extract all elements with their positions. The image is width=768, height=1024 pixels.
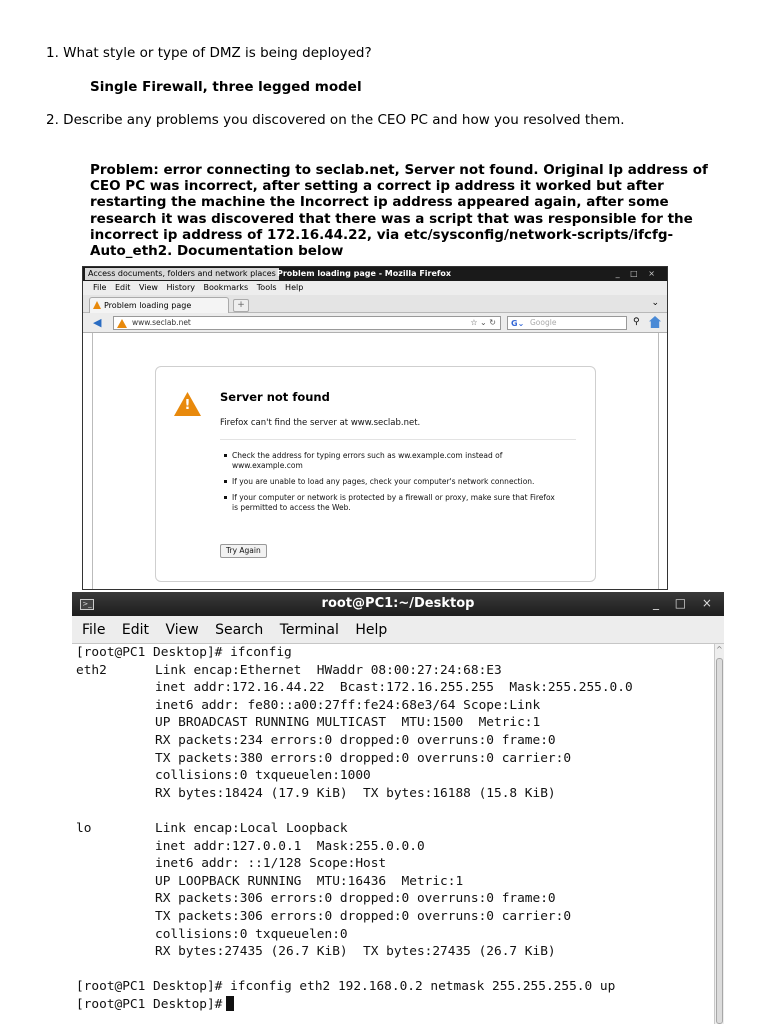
menu-view[interactable]: View (165, 622, 199, 638)
reload-icon[interactable]: ☆ ⌄ ↻ (470, 318, 496, 327)
answer-2-line: Auto_eth2. Documentation below (90, 243, 344, 260)
home-icon[interactable] (649, 316, 661, 328)
terminal-title: root@PC1:~/Desktop (321, 596, 475, 611)
warning-icon (117, 319, 127, 328)
binoculars-icon[interactable]: ⚲ (633, 317, 640, 327)
output-text: TX packets:306 errors:0 dropped:0 overruns:0 carrier:0 (155, 909, 572, 924)
output-text: inet addr:127.0.0.1 Mask:255.0.0.0 (155, 838, 425, 854)
terminal-line (76, 996, 234, 1014)
chevron-down-icon[interactable]: ⌄ (651, 298, 659, 308)
warning-icon (93, 301, 101, 309)
terminal-output[interactable] (72, 644, 714, 1024)
output-text: inet6 addr: ::1/128 Scope:Host (155, 856, 387, 872)
list-item: If your computer or network is protected by a firewall or proxy, make sure that Firefox is permitted to access the Web. (232, 493, 562, 513)
terminal-menubar (72, 616, 724, 644)
command-line: [root@PC1 Desktop]# (76, 997, 223, 1012)
error-title: Server not found (220, 390, 330, 404)
output-text: collisions:0 txqueuelen:1000 (155, 768, 371, 784)
question-2: 2. Describe any problems you discovered on the CEO PC and how you resolved them. (46, 112, 625, 128)
menu-edit[interactable]: Edit (121, 622, 150, 638)
list-item: Check the address for typing errors such as ww.example.com instead of www.example.com (232, 451, 562, 471)
output-text: UP LOOPBACK RUNNING MTU:16436 Metric:1 (155, 873, 464, 889)
menu-history[interactable]: History (166, 283, 195, 292)
list-item: If you are unable to load any pages, check your computer's network connection. (232, 477, 562, 487)
firefox-window-title: Problem loading page - Mozilla Firefox (277, 269, 452, 278)
desktop-top-panel (83, 267, 667, 281)
scroll-up-icon[interactable]: ^ (716, 645, 723, 654)
output-text: collisions:0 txqueuelen:0 (155, 926, 348, 942)
tab-problem-loading[interactable] (89, 297, 229, 313)
places-menu-button[interactable]: Access documents, folders and network places (85, 268, 279, 280)
answer-2-line: restarting the machine the Incorrect ip address appeared again, after some (90, 194, 669, 211)
output-text: TX packets:380 errors:0 dropped:0 overruns:0 carrier:0 (155, 750, 572, 766)
answer-2-line: incorrect ip address of 172.16.44.22, via etc/sysconfig/network-scripts/ifcfg- (90, 226, 674, 243)
firefox-screenshot (82, 266, 668, 590)
terminal-icon: >_ (80, 599, 94, 610)
answer-2-line: CEO PC was incorrect, after setting a correct ip address it worked but after (90, 178, 664, 195)
output-text: RX packets:234 errors:0 dropped:0 overruns:0 frame:0 (155, 733, 556, 748)
answer-2 (90, 162, 740, 259)
url-input[interactable] (113, 316, 501, 330)
error-page-box (155, 366, 596, 582)
terminal-screenshot (72, 592, 724, 1024)
error-description: Firefox can't find the server at www.seclab.net. (220, 418, 421, 428)
scrollbar-thumb[interactable] (716, 658, 723, 1024)
menu-help[interactable]: Help (285, 283, 304, 292)
command-line: [root@PC1 Desktop]# ifconfig (76, 645, 292, 660)
menu-file[interactable]: File (82, 622, 106, 638)
terminal-line (76, 978, 615, 996)
terminal-window-controls[interactable]: _ □ × (652, 596, 718, 610)
text-cursor (226, 996, 234, 1011)
scrollbar[interactable] (714, 644, 724, 1024)
search-placeholder: Google (530, 318, 557, 327)
tab-bar (83, 295, 667, 313)
answer-2-line: research it was discovered that there was a script that was responsible for the (90, 210, 693, 227)
new-tab-button[interactable]: + (233, 299, 249, 312)
output-text: RX bytes:27435 (26.7 KiB) TX bytes:27435 (26.7 KiB) (155, 944, 556, 960)
answer-1: Single Firewall, three legged model (90, 79, 362, 95)
menu-tools[interactable]: Tools (256, 283, 277, 292)
menu-search[interactable]: Search (215, 622, 264, 638)
back-arrow-icon[interactable]: ◀ (93, 316, 102, 329)
answer-2-line: Problem: error connecting to seclab.net, Server not found. Original Ip address of (90, 162, 708, 178)
navigation-toolbar (83, 313, 667, 333)
menu-bookmarks[interactable]: Bookmarks (203, 283, 249, 292)
tab-title: Problem loading page (104, 301, 192, 310)
firefox-window-controls[interactable]: _ □ × (615, 269, 659, 278)
google-icon: G⌄ (511, 319, 525, 328)
output-text: inet6 addr: fe80::a00:27ff:fe24:68e3/64 Scope:Link (155, 697, 541, 713)
try-again-button[interactable]: Try Again (220, 544, 267, 558)
menu-view[interactable]: View (138, 283, 158, 292)
question-1: 1. What style or type of DMZ is being deployed? (46, 45, 372, 61)
divider (220, 439, 576, 440)
interface-name: eth2 (76, 662, 107, 678)
output-text: inet addr:172.16.44.22 Bcast:172.16.255.255 Mask:255.255.0.0 (155, 680, 633, 696)
content-border (658, 333, 659, 590)
terminal-titlebar (72, 592, 724, 616)
terminal-line (76, 644, 292, 662)
content-border (92, 333, 93, 590)
output-text: Link encap:Local Loopback (155, 821, 348, 836)
suggestion-list (232, 451, 562, 519)
menu-terminal[interactable]: Terminal (279, 622, 339, 638)
output-text: UP BROADCAST RUNNING MULTICAST MTU:1500 Metric:1 (155, 715, 541, 731)
command-line: [root@PC1 Desktop]# ifconfig eth2 192.168.0.2 netmask 255.255.255.0 up (76, 979, 616, 995)
warning-icon-mark: ! (184, 398, 191, 413)
menu-file[interactable]: File (93, 283, 107, 292)
output-text: RX bytes:18424 (17.9 KiB) TX bytes:16188 (15.8 KiB) (155, 785, 556, 801)
firefox-menubar (83, 281, 667, 295)
menu-edit[interactable]: Edit (114, 283, 131, 292)
url-text: www.seclab.net (132, 318, 191, 327)
interface-name: lo (76, 821, 92, 836)
search-input[interactable] (507, 316, 627, 330)
output-text: RX packets:306 errors:0 dropped:0 overruns:0 frame:0 (155, 891, 556, 907)
menu-help[interactable]: Help (355, 622, 388, 638)
output-text: Link encap:Ethernet HWaddr 08:00:27:24:68:E3 (155, 662, 502, 678)
